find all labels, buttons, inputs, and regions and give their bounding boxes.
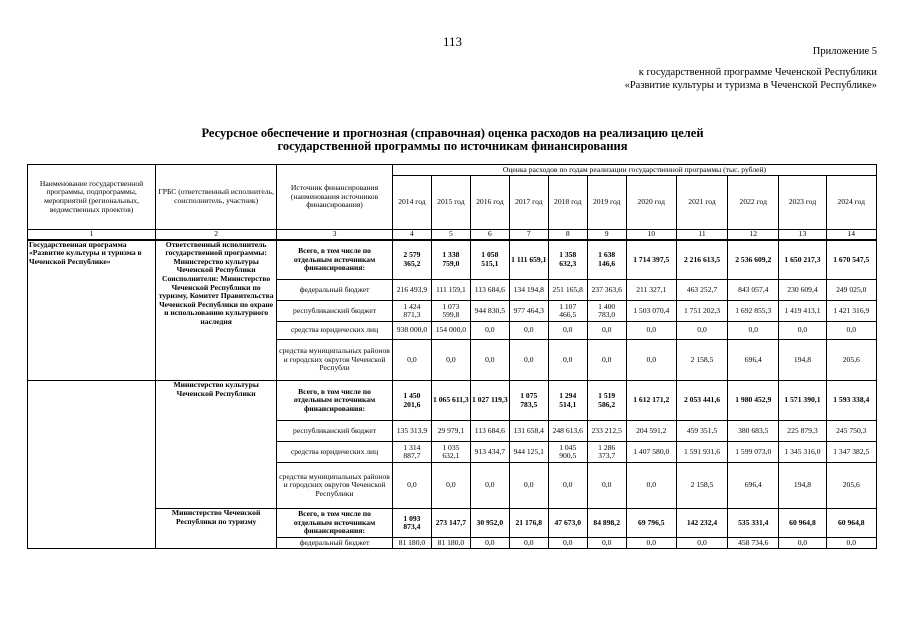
value-cell: 0,0 (548, 340, 587, 381)
value-cell: 1 692 855,3 (728, 301, 779, 322)
value-cell: 29 979,1 (431, 421, 470, 442)
value-cell: 458 734,6 (728, 538, 779, 549)
table-row (28, 509, 877, 538)
value-cell: 245 750,3 (826, 421, 876, 442)
value-cell: 0,0 (470, 340, 509, 381)
value-cell: 0,0 (587, 538, 626, 549)
value-cell: 84 898,2 (587, 509, 626, 538)
value-cell: 0,0 (626, 322, 676, 340)
value-cell: 0,0 (509, 322, 548, 340)
value-cell: 913 434,7 (470, 442, 509, 463)
column-number: 13 (779, 230, 826, 240)
header-year: 2018 год (548, 176, 587, 230)
value-cell: 1 347 382,5 (826, 442, 876, 463)
value-cell: 1 045 900,5 (548, 442, 587, 463)
value-cell: 1 419 413,1 (779, 301, 826, 322)
page-number: 113 (442, 34, 463, 49)
source-cell: средства муниципальных районов и городских округов Чеченской Республики (277, 463, 393, 509)
value-cell: 194,8 (779, 463, 826, 509)
value-cell: 1 638 146,6 (587, 240, 626, 280)
program-name: Государственная программа «Развитие культуры и туризма в Чеченской Республике» (28, 240, 156, 381)
header-year: 2017 год (509, 176, 548, 230)
value-cell: 0,0 (779, 538, 826, 549)
value-cell: 142 232,4 (676, 509, 727, 538)
value-cell: 273 147,7 (431, 509, 470, 538)
header-name: Наименование государственной программы, подпрограммы, мероприятий (региональных, ведомственных проектов) (28, 165, 156, 230)
value-cell: 1 035 632,1 (431, 442, 470, 463)
value-cell: 248 613,6 (548, 421, 587, 442)
value-cell: 1 294 514,1 (548, 381, 587, 421)
value-cell: 1 593 338,4 (826, 381, 876, 421)
value-cell: 1 286 373,7 (587, 442, 626, 463)
value-cell: 81 180,0 (431, 538, 470, 549)
value-cell: 0,0 (626, 463, 676, 509)
value-cell: 135 313,9 (392, 421, 431, 442)
value-cell: 2 216 613,5 (676, 240, 727, 280)
column-number: 5 (431, 230, 470, 240)
title-line-2: государственной программы по источникам финансирования (277, 139, 628, 153)
value-cell: 1 591 931,6 (676, 442, 727, 463)
value-cell: 194,8 (779, 340, 826, 381)
value-cell: 211 327,1 (626, 280, 676, 301)
value-cell: 251 165,8 (548, 280, 587, 301)
value-cell: 0,0 (728, 322, 779, 340)
value-cell: 696,4 (728, 463, 779, 509)
value-cell: 1 107 466,5 (548, 301, 587, 322)
program-name-empty (28, 381, 156, 549)
value-cell: 1 358 632,3 (548, 240, 587, 280)
value-cell: 0,0 (548, 322, 587, 340)
value-cell: 696,4 (728, 340, 779, 381)
value-cell: 0,0 (587, 463, 626, 509)
value-cell: 0,0 (626, 538, 676, 549)
value-cell: 0,0 (587, 340, 626, 381)
source-cell: Всего, в том числе по отдельным источникам финансирования: (277, 381, 393, 421)
value-cell: 113 684,6 (470, 421, 509, 442)
column-number: 4 (392, 230, 431, 240)
source-cell: федеральный бюджет (277, 280, 393, 301)
value-cell: 1 519 586,2 (587, 381, 626, 421)
value-cell: 380 683,5 (728, 421, 779, 442)
value-cell: 0,0 (587, 322, 626, 340)
value-cell: 69 796,5 (626, 509, 676, 538)
source-cell: федеральный бюджет (277, 538, 393, 549)
source-cell: средства юридических лиц (277, 442, 393, 463)
header-year: 2019 год (587, 176, 626, 230)
value-cell: 2 158,5 (676, 340, 727, 381)
source-cell: Всего, в том числе по отдельным источникам финансирования: (277, 509, 393, 538)
value-cell: 47 673,0 (548, 509, 587, 538)
value-cell: 1 111 659,1 (509, 240, 548, 280)
column-number: 8 (548, 230, 587, 240)
value-cell: 535 331,4 (728, 509, 779, 538)
document-title (0, 127, 905, 153)
value-cell: 459 351,5 (676, 421, 727, 442)
column-number: 3 (277, 230, 393, 240)
value-cell: 0,0 (392, 340, 431, 381)
value-cell: 60 964,8 (779, 509, 826, 538)
value-cell: 1 714 397,5 (626, 240, 676, 280)
value-cell: 944 125,1 (509, 442, 548, 463)
header-source: Источник финансирования (наименования источников финансирования) (277, 165, 393, 230)
column-number: 2 (156, 230, 277, 240)
value-cell: 1 612 171,2 (626, 381, 676, 421)
value-cell: 1 093 873,4 (392, 509, 431, 538)
value-cell: 216 493,9 (392, 280, 431, 301)
column-number: 9 (587, 230, 626, 240)
header-year: 2020 год (626, 176, 676, 230)
value-cell: 1 424 871,3 (392, 301, 431, 322)
value-cell: 1 751 202,3 (676, 301, 727, 322)
appendix-label: Приложение 5 (812, 46, 877, 57)
table-row (28, 381, 877, 421)
value-cell: 1 027 119,3 (470, 381, 509, 421)
header-grbs: ГРБС (ответственный исполнитель, соисполнитель, участник) (156, 165, 277, 230)
appendix-line-1: к государственной программе Чеченской Республики (638, 67, 877, 78)
grbs-cell: Ответственный исполнитель государственной программы: Министерство культуры Чеченской Республики Соисполнители: Министерство Чеченской Республики по туризму, Комитет Правительства Чеченской Республики по охране и использованию культурного наследия (156, 240, 277, 381)
value-cell: 0,0 (548, 538, 587, 549)
value-cell: 0,0 (509, 463, 548, 509)
value-cell: 0,0 (676, 538, 727, 549)
column-number: 6 (470, 230, 509, 240)
column-number: 7 (509, 230, 548, 240)
value-cell: 1 421 316,9 (826, 301, 876, 322)
appendix-line-2: «Развитие культуры и туризма в Чеченской Республике» (624, 79, 877, 91)
value-cell: 0,0 (470, 538, 509, 549)
header-year: 2022 год (728, 176, 779, 230)
value-cell: 111 159,1 (431, 280, 470, 301)
source-cell: республиканский бюджет (277, 301, 393, 322)
value-cell: 0,0 (392, 463, 431, 509)
value-cell: 131 658,4 (509, 421, 548, 442)
column-number: 14 (826, 230, 876, 240)
value-cell: 60 964,8 (826, 509, 876, 538)
value-cell: 0,0 (826, 322, 876, 340)
value-cell: 205,6 (826, 340, 876, 381)
value-cell: 230 609,4 (779, 280, 826, 301)
header-year: 2021 год (676, 176, 727, 230)
value-cell: 2 536 609,2 (728, 240, 779, 280)
value-cell: 30 952,0 (470, 509, 509, 538)
value-cell: 1 073 599,8 (431, 301, 470, 322)
value-cell: 1 571 390,1 (779, 381, 826, 421)
value-cell: 1 670 547,5 (826, 240, 876, 280)
value-cell: 2 158,5 (676, 463, 727, 509)
value-cell: 1 599 073,0 (728, 442, 779, 463)
value-cell: 0,0 (626, 340, 676, 381)
value-cell: 1 650 217,3 (779, 240, 826, 280)
value-cell: 0,0 (548, 463, 587, 509)
table-body (28, 240, 877, 549)
header-year: 2016 год (470, 176, 509, 230)
value-cell: 1 338 759,0 (431, 240, 470, 280)
source-cell: Всего, в том числе по отдельным источникам финансирования: (277, 240, 393, 280)
value-cell: 1 345 316,0 (779, 442, 826, 463)
column-number: 10 (626, 230, 676, 240)
value-cell: 1 314 887,7 (392, 442, 431, 463)
value-cell: 204 591,2 (626, 421, 676, 442)
value-cell: 0,0 (779, 322, 826, 340)
value-cell: 0,0 (431, 340, 470, 381)
value-cell: 0,0 (676, 322, 727, 340)
grbs-cell: Министерство Чеченской Республики по туризму (156, 509, 277, 549)
value-cell: 0,0 (470, 322, 509, 340)
value-cell: 1 058 515,1 (470, 240, 509, 280)
value-cell: 1 400 783,0 (587, 301, 626, 322)
value-cell: 134 194,8 (509, 280, 548, 301)
value-cell: 225 879,3 (779, 421, 826, 442)
value-cell: 205,6 (826, 463, 876, 509)
value-cell: 233 212,5 (587, 421, 626, 442)
value-cell: 1 407 580,0 (626, 442, 676, 463)
value-cell: 1 980 452,9 (728, 381, 779, 421)
value-cell: 1 450 201,6 (392, 381, 431, 421)
value-cell: 0,0 (509, 340, 548, 381)
header-year: 2014 год (392, 176, 431, 230)
value-cell: 463 252,7 (676, 280, 727, 301)
value-cell: 113 684,6 (470, 280, 509, 301)
source-cell: республиканский бюджет (277, 421, 393, 442)
source-cell: средства муниципальных районов и городских округов Чеченской Республи (277, 340, 393, 381)
value-cell: 237 363,6 (587, 280, 626, 301)
header-year: 2024 год (826, 176, 876, 230)
value-cell: 21 176,8 (509, 509, 548, 538)
column-number: 12 (728, 230, 779, 240)
value-cell: 0,0 (826, 538, 876, 549)
value-cell: 1 065 611,3 (431, 381, 470, 421)
value-cell: 938 000,0 (392, 322, 431, 340)
value-cell: 977 464,3 (509, 301, 548, 322)
value-cell: 2 053 441,6 (676, 381, 727, 421)
value-cell: 2 579 365,2 (392, 240, 431, 280)
value-cell: 0,0 (470, 463, 509, 509)
header-year: 2015 год (431, 176, 470, 230)
value-cell: 1 075 783,5 (509, 381, 548, 421)
header-estimate: Оценка расходов по годам реализации государственной программы (тыс. рублей) (392, 165, 876, 176)
value-cell: 1 503 070,4 (626, 301, 676, 322)
title-line-1: Ресурсное обеспечение и прогнозная (справочная) оценка расходов на реализацию целей (201, 126, 704, 140)
appendix-subtitle (625, 67, 877, 92)
value-cell: 843 057,4 (728, 280, 779, 301)
value-cell: 81 180,0 (392, 538, 431, 549)
value-cell: 0,0 (509, 538, 548, 549)
header-year: 2023 год (779, 176, 826, 230)
value-cell: 154 000,0 (431, 322, 470, 340)
column-number: 1 (28, 230, 156, 240)
table-row (28, 240, 877, 280)
grbs-cell: Министерство культуры Чеченской Республики (156, 381, 277, 509)
value-cell: 249 025,0 (826, 280, 876, 301)
value-cell: 0,0 (431, 463, 470, 509)
source-cell: средства юридических лиц (277, 322, 393, 340)
value-cell: 944 830,5 (470, 301, 509, 322)
resource-table (27, 164, 877, 549)
column-number: 11 (676, 230, 727, 240)
